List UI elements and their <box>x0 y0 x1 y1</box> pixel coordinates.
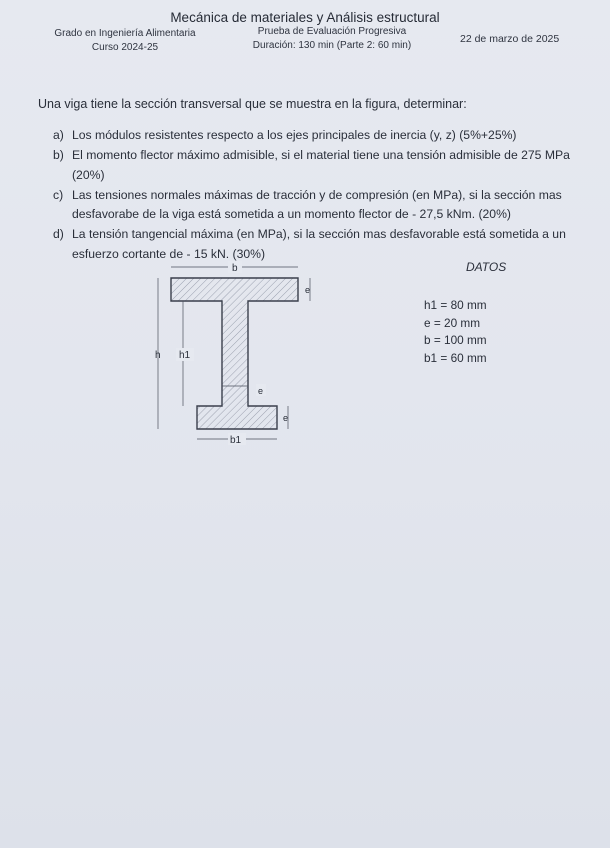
dim-label-b: b <box>232 263 238 274</box>
question-item <box>0 186 610 225</box>
question-letter: c) <box>53 187 64 202</box>
question-letter: a) <box>53 128 64 142</box>
question-text: Las tensiones normales máximas de tracción y de compresión (en MPa), si la sección mas desfavorabe de la viga está sometida a un momento flector de - 27,5 kNm. (20%) <box>72 187 562 221</box>
dim-label-b1: b1 <box>230 435 242 446</box>
question-text: Los módulos resistentes respecto a los ejes principales de inercia (y, z) (5%+25%) <box>72 128 517 142</box>
exam-title: Mecánica de materiales y Análisis estructural <box>170 10 440 25</box>
question-item <box>0 126 610 146</box>
question-list <box>0 126 610 265</box>
dim-label-e-bottom: e <box>283 413 289 423</box>
exam-date: 22 de marzo de 2025 <box>460 33 560 45</box>
header-center <box>232 25 432 53</box>
question-text: La tensión tangencial máxima (en MPa), si la sección mas desfavorable está sometida a un esfuerzo cortante de - 15 kN. (30%) <box>72 227 566 261</box>
datos-title: DATOS <box>466 260 507 274</box>
test-duration: Duración: 130 min (Parte 2: 60 min) <box>252 40 412 51</box>
datos-row-e: e = 20 mm <box>424 315 481 330</box>
test-name: Prueba de Evaluación Progresiva <box>257 26 407 37</box>
dim-label-e-web: e <box>258 386 264 396</box>
question-item <box>0 146 610 185</box>
dim-label-e-top: e <box>305 285 311 295</box>
question-text: El momento flector máximo admisible, si el material tiene una tensión admisible de 275 MPa (20%) <box>72 148 570 182</box>
cross-section-svg <box>150 258 311 450</box>
header-left <box>40 27 210 55</box>
datos-list <box>424 297 487 367</box>
course-year: Curso 2024-25 <box>91 42 159 53</box>
problem-statement: Una viga tiene la sección transversal que se muestra en la figura, determinar: <box>38 97 467 111</box>
dim-label-h: h <box>155 350 161 361</box>
cross-section-figure <box>150 258 311 450</box>
question-item <box>0 225 610 264</box>
degree-name: Grado en Ingeniería Alimentaria <box>54 28 196 39</box>
datos-row-h1: h1 = 80 mm <box>424 298 487 312</box>
dim-label-h1: h1 <box>179 350 191 361</box>
question-letter: b) <box>53 148 64 162</box>
datos-row-b: b = 100 mm <box>424 333 487 347</box>
question-letter: d) <box>53 227 64 241</box>
datos-row-b1: b1 = 60 mm <box>424 350 487 365</box>
